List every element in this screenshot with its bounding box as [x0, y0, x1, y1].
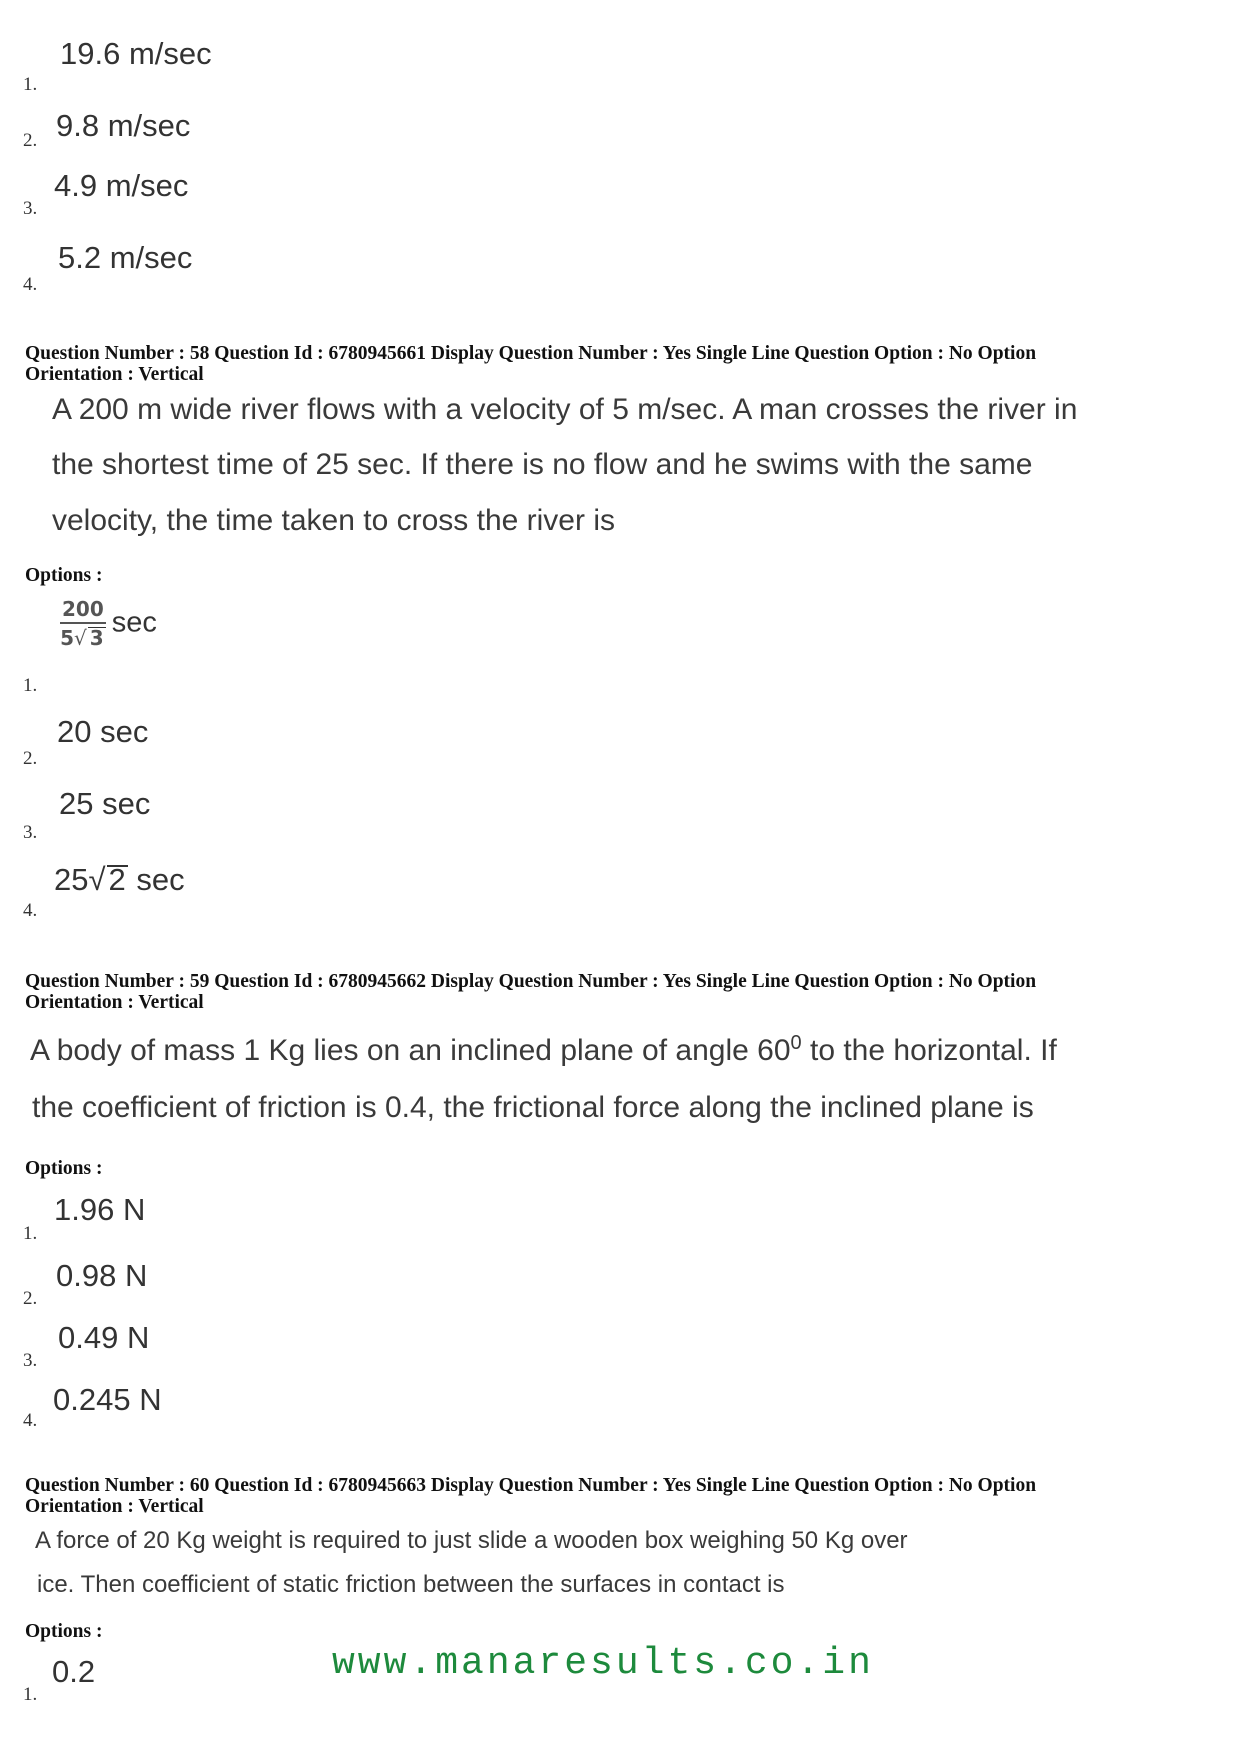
q58-option-2-text: 20 sec: [57, 714, 149, 749]
q59-option-3-number: 3.: [23, 1350, 38, 1371]
watermark-url: www.manaresults.co.in: [332, 1642, 874, 1685]
q60-meta-line1: Question Number : 60 Question Id : 6780945663 Display Question Number : Yes Single Line Question Option : No Option: [25, 1475, 1037, 1496]
q60-options-label: Options :: [25, 1621, 103, 1642]
q58-option-1-fraction: $\frac{200}{5√ 3}$: [60, 597, 104, 650]
q59-option-4-text: 0.245 N: [53, 1382, 162, 1417]
q58-option-1-text: $\frac{200}{5√ 3}$ sec: [60, 597, 157, 650]
q59-meta-line1: Question Number : 59 Question Id : 6780945662 Display Question Number : Yes Single Line Question Option : No Option: [25, 971, 1037, 992]
q60-option-1-text: 0.2: [52, 1654, 96, 1689]
q58-option-3-number: 3.: [23, 822, 38, 843]
q58-text-line3: velocity, the time taken to cross the river is: [52, 504, 615, 537]
q58-meta-line2: Orientation : Vertical: [25, 364, 204, 385]
q57-option-4-text: 5.2 m/sec: [58, 240, 193, 275]
q59-meta-line2: Orientation : Vertical: [25, 992, 204, 1013]
q57-option-3-text: 4.9 m/sec: [54, 168, 189, 203]
q57-option-1-number: 1.: [23, 74, 38, 95]
q60-text-line2: ice. Then coefficient of static friction between the surfaces in contact is: [37, 1571, 785, 1598]
q59-option-1-number: 1.: [23, 1223, 38, 1244]
q60-meta-line2: Orientation : Vertical: [25, 1496, 204, 1517]
q59-option-2-text: 0.98 N: [56, 1258, 148, 1293]
q59-text-line2: the coefficient of friction is 0.4, the frictional force along the inclined plane is: [32, 1091, 1034, 1124]
q57-option-2-number: 2.: [23, 130, 38, 151]
q58-option-4-text: 25√2 sec: [54, 862, 185, 897]
q57-option-1-text: 19.6 m/sec: [60, 36, 212, 71]
q59-option-1-text: 1.96 N: [54, 1192, 146, 1227]
q58-text-line1: A 200 m wide river flows with a velocity of 5 m/sec. A man crosses the river in: [52, 393, 1078, 426]
q58-text-line2: the shortest time of 25 sec. If there is no flow and he swims with the same: [52, 448, 1033, 481]
q58-option-1-number: 1.: [23, 675, 38, 696]
q59-text-line1: A body of mass 1 Kg lies on an inclined plane of angle $60^0$ to the horizontal. If: [30, 1032, 1057, 1067]
q58-options-label: Options :: [25, 565, 103, 586]
q57-option-2-text: 9.8 m/sec: [56, 108, 191, 143]
q58-meta-line1: Question Number : 58 Question Id : 6780945661 Display Question Number : Yes Single Line Question Option : No Option: [25, 343, 1037, 364]
q60-text-line1: A force of 20 Kg weight is required to just slide a wooden box weighing 50 Kg over: [35, 1527, 908, 1554]
q60-option-1-number: 1.: [23, 1684, 38, 1705]
q59-options-label: Options :: [25, 1158, 103, 1179]
q59-option-4-number: 4.: [23, 1410, 38, 1431]
q57-option-3-number: 3.: [23, 198, 38, 219]
q57-option-4-number: 4.: [23, 274, 38, 295]
q59-option-3-text: 0.49 N: [58, 1320, 150, 1355]
q58-option-2-number: 2.: [23, 748, 38, 769]
q59-option-2-number: 2.: [23, 1288, 38, 1309]
q58-option-4-number: 4.: [23, 900, 38, 921]
q58-option-3-text: 25 sec: [59, 786, 151, 821]
